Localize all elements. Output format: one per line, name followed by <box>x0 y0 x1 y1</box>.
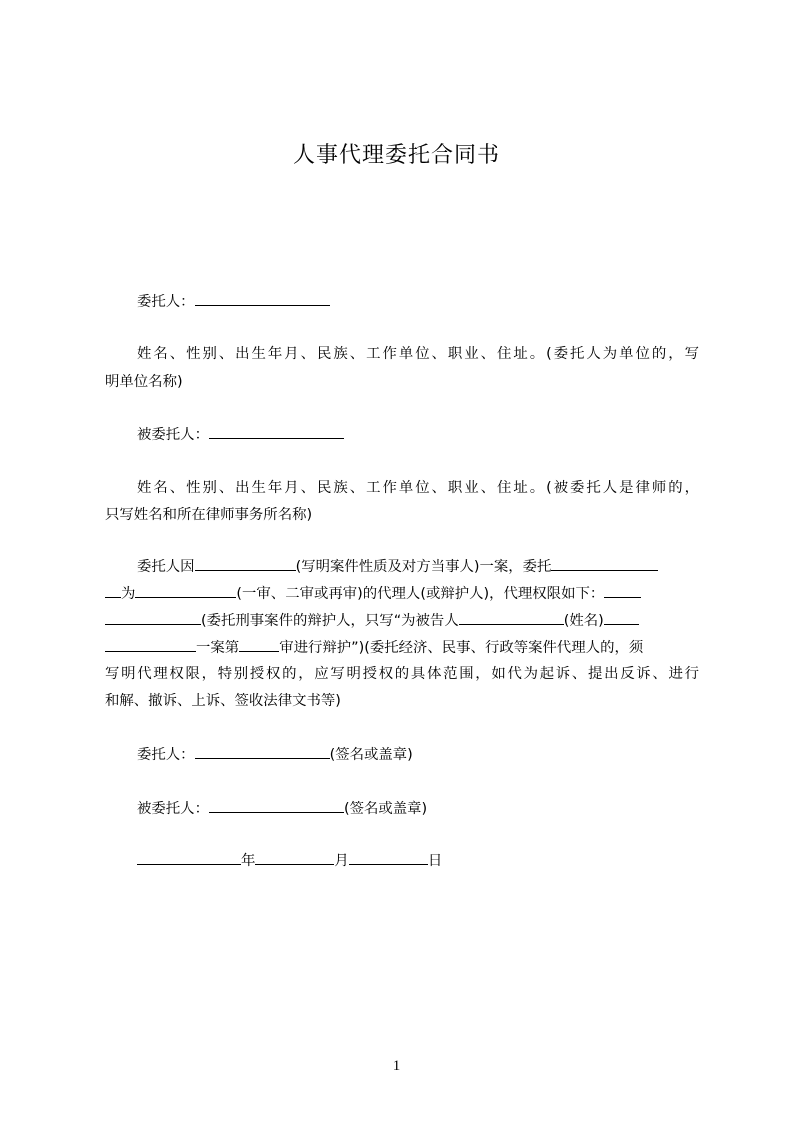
date-line <box>137 850 737 871</box>
body-text: (委托刑事案件的辩护人，只写“为被告人 <box>201 613 459 629</box>
agent-name-blank <box>551 556 658 571</box>
authority-blank <box>604 583 641 598</box>
authority-blank-cont <box>105 610 201 625</box>
body-line-6: 和解、撤诉、上诉、签收法律文书等) <box>105 693 341 709</box>
body-line-5: 写明代理权限，特别授权的，应写明授权的具体范围，如代为起诉、提出反诉、进行 <box>105 666 699 682</box>
agent-signature-label: 被委托人： <box>137 801 209 817</box>
agent-label: 被委托人： <box>137 427 209 443</box>
agent-line <box>137 424 737 445</box>
body-text: 委托人因 <box>137 559 195 575</box>
body-text: 审进行辩护”)(委托经济、民事、行政等案件代理人的，须 <box>279 640 644 656</box>
body-text: (写明案件性质及对方当事人)一案，委托 <box>295 559 552 575</box>
day-label: 日 <box>427 853 443 869</box>
principal-note-line-2: 明单位名称) <box>105 374 183 390</box>
principal-signature-line <box>137 744 737 765</box>
principal-line <box>137 291 737 312</box>
month-blank <box>255 850 334 865</box>
body-text: 一案第 <box>196 640 240 656</box>
agent-signature-line <box>137 798 737 819</box>
principal-label: 委托人： <box>137 294 195 310</box>
agent-blank <box>209 424 344 439</box>
page-number: 1 <box>392 1058 401 1074</box>
principal-blank <box>195 291 330 306</box>
agent-note-line-1: 姓名、性别、出生年月、民族、工作单位、职业、住址。(被委托人是律师的， <box>137 480 699 496</box>
trial-number-blank <box>239 637 279 652</box>
page-title: 人事代理委托合同书 <box>292 143 500 168</box>
principal-signature-label: 委托人： <box>137 747 195 763</box>
agent-signature-blank <box>209 798 344 813</box>
trial-stage-blank <box>135 583 236 598</box>
day-blank <box>349 850 428 865</box>
case-nature-blank <box>195 556 296 571</box>
agent-note-line-2: 只写姓名和所在律师事务所名称) <box>105 507 313 523</box>
body-line-1 <box>137 556 701 577</box>
body-text: 为 <box>121 586 136 602</box>
body-line-4 <box>105 637 705 658</box>
year-blank <box>137 850 241 865</box>
body-text: (姓名) <box>563 613 604 629</box>
signature-suffix: (签名或盖章) <box>343 801 428 817</box>
signature-suffix: (签名或盖章) <box>329 747 413 763</box>
body-line-2 <box>105 583 705 604</box>
defendant-blank <box>459 610 564 625</box>
month-label: 月 <box>334 853 349 869</box>
body-line-3 <box>105 610 705 631</box>
case-blank-cont <box>105 637 196 652</box>
case-blank <box>604 610 639 625</box>
agent-name-blank-cont <box>105 583 121 598</box>
body-text: (一审、二审或再审)的代理人(或辩护人)，代理权限如下： <box>236 586 605 602</box>
principal-signature-blank <box>195 744 330 759</box>
principal-note-line-1: 姓名、性别、出生年月、民族、工作单位、职业、住址。(委托人为单位的，写 <box>137 346 699 362</box>
year-label: 年 <box>241 853 256 869</box>
